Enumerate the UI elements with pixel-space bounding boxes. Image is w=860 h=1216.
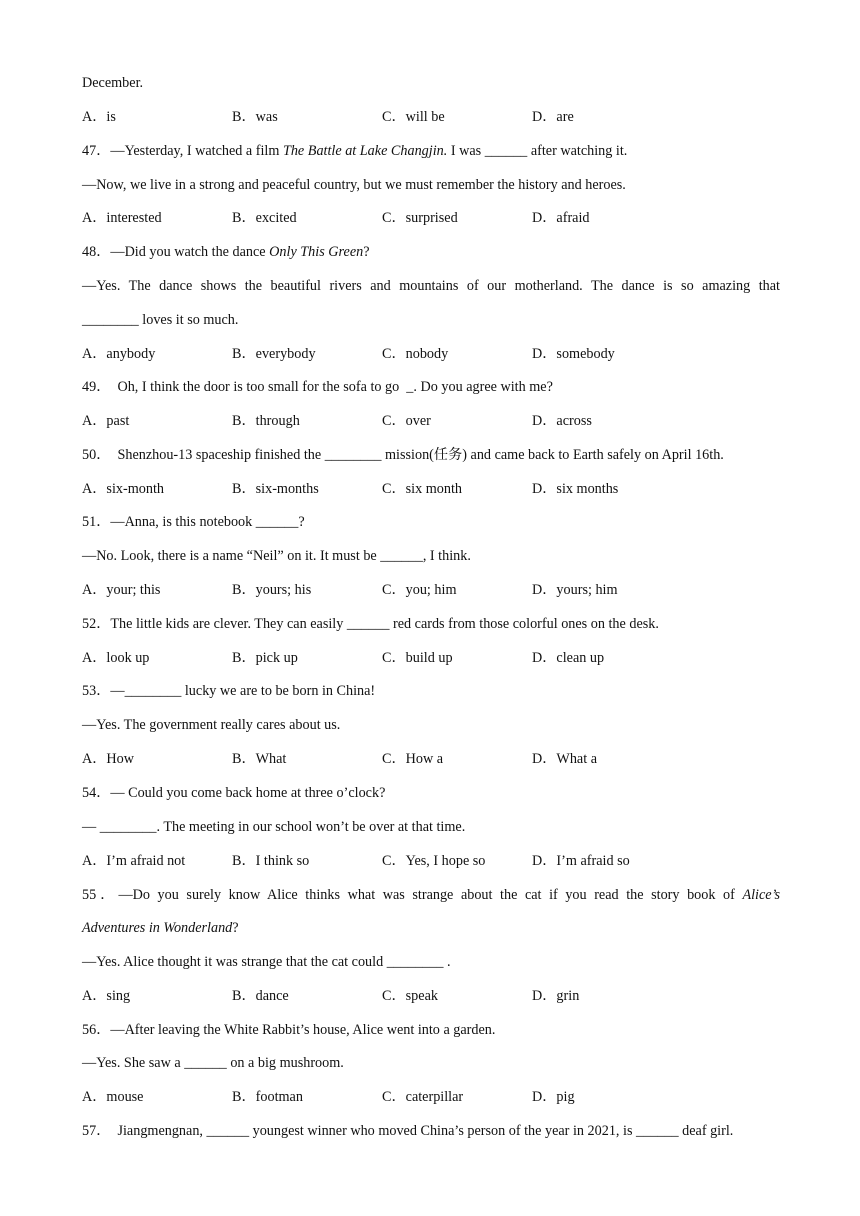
q56-option-c[interactable]: C．caterpillar xyxy=(382,1089,464,1105)
q46-option-b[interactable]: B．was xyxy=(232,109,278,125)
q49-stem: 49． Oh, I think the door is too small for the sofa to go _. Do you agree with me? xyxy=(82,379,553,395)
q55-book-title-part2: Adventures in Wonderland xyxy=(82,920,233,936)
q50-option-b[interactable]: B．six-months xyxy=(232,481,319,497)
q49-options xyxy=(82,410,780,432)
q47-option-a[interactable]: A．interested xyxy=(82,210,162,226)
q56-stem: 56．—After leaving the White Rabbit’s house, Alice went into a garden. xyxy=(82,1022,496,1038)
q52-option-c[interactable]: C．build up xyxy=(382,650,453,666)
q56-option-b[interactable]: B．footman xyxy=(232,1089,303,1105)
q56-options xyxy=(82,1086,780,1108)
q47-option-d[interactable]: D．afraid xyxy=(532,210,590,226)
q49-option-a[interactable]: A．past xyxy=(82,413,130,429)
q55-option-d[interactable]: D．grin xyxy=(532,988,580,1004)
q52-stem: 52．The little kids are clever. They can easily ______ red cards from those colorful ones on the desk. xyxy=(82,616,659,632)
q53-stem: 53．—________ lucky we are to be born in China! xyxy=(82,683,376,699)
q51-option-d[interactable]: D．yours; him xyxy=(532,582,618,598)
q48-options xyxy=(82,343,780,365)
q50-option-d[interactable]: D．six months xyxy=(532,481,619,497)
q53-option-d[interactable]: D．What a xyxy=(532,751,598,767)
q48-stem: 48．—Did you watch the dance Only This Green? xyxy=(82,244,370,260)
q49-option-b[interactable]: B．through xyxy=(232,413,300,429)
q47-options xyxy=(82,207,780,229)
q55-stem-line1: 55．—Do you surely know Alice thinks what was strange about the cat if you read the story book of Alice’s xyxy=(82,887,780,903)
q54-options xyxy=(82,850,780,872)
q47-film-title: The Battle at Lake Changjin. xyxy=(282,143,448,159)
q46-options xyxy=(82,106,780,128)
q56-option-a[interactable]: A．mouse xyxy=(82,1089,144,1105)
q48-option-d[interactable]: D．somebody xyxy=(532,346,615,362)
q54-stem: 54．— Could you come back home at three o’clock? xyxy=(82,785,386,801)
q51-options xyxy=(82,579,780,601)
q50-options xyxy=(82,478,780,500)
q54-option-c[interactable]: C．Yes, I hope so xyxy=(382,853,486,869)
q51-option-b[interactable]: B．yours; his xyxy=(232,582,312,598)
q47-stem: 47．—Yesterday, I watched a film The Battle at Lake Changjin. I was ______ after watching it. xyxy=(82,143,628,159)
q48-reply-line1: —Yes. The dance shows the beautiful rivers and mountains of our motherland. The dance is so amazing that xyxy=(82,278,780,294)
q46-option-c[interactable]: C．will be xyxy=(382,109,445,125)
q53-reply: —Yes. The government really cares about us. xyxy=(82,717,341,733)
q47-reply: —Now, we live in a strong and peaceful country, but we must remember the history and heroes. xyxy=(82,177,626,193)
q46-option-d[interactable]: D．are xyxy=(532,109,574,125)
q54-option-d[interactable]: D．I’m afraid so xyxy=(532,853,630,869)
q55-reply: —Yes. Alice thought it was strange that the cat could ________ . xyxy=(82,954,451,970)
q55-option-c[interactable]: C．speak xyxy=(382,988,438,1004)
q54-option-b[interactable]: B．I think so xyxy=(232,853,310,869)
q52-option-a[interactable]: A．look up xyxy=(82,650,150,666)
q55-option-a[interactable]: A．sing xyxy=(82,988,131,1004)
q50-stem: 50． Shenzhou-13 spaceship finished the ________ mission(任务) and came back to Earth safely on April 16th. xyxy=(82,447,724,463)
q46-option-a[interactable]: A．is xyxy=(82,109,116,125)
q53-option-b[interactable]: B．What xyxy=(232,751,287,767)
q49-option-d[interactable]: D．across xyxy=(532,413,592,429)
q48-dance-title: Only This Green xyxy=(269,244,364,260)
q52-option-d[interactable]: D．clean up xyxy=(532,650,605,666)
q54-option-a[interactable]: A．I’m afraid not xyxy=(82,853,186,869)
q48-option-c[interactable]: C．nobody xyxy=(382,346,449,362)
q56-option-d[interactable]: D．pig xyxy=(532,1089,575,1105)
q51-stem: 51．—Anna, is this notebook ______? xyxy=(82,514,305,530)
q48-option-a[interactable]: A．anybody xyxy=(82,346,156,362)
q51-option-a[interactable]: A．your; this xyxy=(82,582,161,598)
q55-option-b[interactable]: B．dance xyxy=(232,988,289,1004)
q53-option-a[interactable]: A．How xyxy=(82,751,135,767)
q48-option-b[interactable]: B．everybody xyxy=(232,346,316,362)
q51-reply: —No. Look, there is a name “Neil” on it. It must be ______, I think. xyxy=(82,548,471,564)
q51-option-c[interactable]: C．you; him xyxy=(382,582,457,598)
q50-option-a[interactable]: A．six-month xyxy=(82,481,164,497)
q52-option-b[interactable]: B．pick up xyxy=(232,650,298,666)
q57-stem: 57． Jiangmengnan, ______ youngest winner who moved China’s person of the year in 2021, is ______ deaf girl. xyxy=(82,1123,734,1139)
q53-options xyxy=(82,748,780,770)
q49-option-c[interactable]: C．over xyxy=(382,413,431,429)
q55-options xyxy=(82,985,780,1007)
q48-reply-line2: ________ loves it so much. xyxy=(82,312,239,328)
q53-option-c[interactable]: C．How a xyxy=(382,751,444,767)
q54-reply: — ________. The meeting in our school won’t be over at that time. xyxy=(82,819,466,835)
q52-options xyxy=(82,647,780,669)
q47-option-b[interactable]: B．excited xyxy=(232,210,297,226)
q47-option-c[interactable]: C．surprised xyxy=(382,210,458,226)
q50-option-c[interactable]: C．six month xyxy=(382,481,463,497)
q55-stem-line2: Adventures in Wonderland? xyxy=(82,920,239,936)
q56-reply: —Yes. She saw a ______ on a big mushroom. xyxy=(82,1055,344,1071)
q46-stem-tail: December. xyxy=(82,75,144,91)
q55-book-title-part1: Alice’s xyxy=(742,887,780,903)
